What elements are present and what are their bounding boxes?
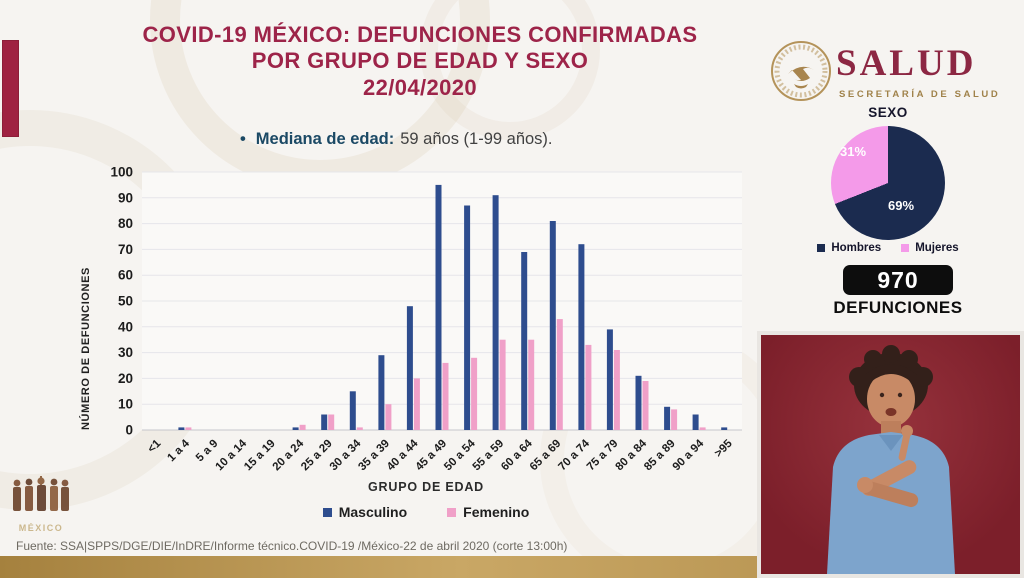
svg-text:50 a 54: 50 a 54 [442, 437, 478, 474]
gobierno-watermark-text: MÉXICO [18, 523, 64, 533]
page-title [120, 22, 720, 101]
svg-text:40: 40 [117, 319, 133, 335]
svg-text:55 a 59: 55 a 59 [470, 437, 507, 474]
svg-text:50: 50 [117, 293, 133, 309]
svg-text:40 a 44: 40 a 44 [384, 437, 421, 474]
legend-swatch-femenino [447, 508, 456, 517]
bar-chart [96, 160, 756, 510]
salud-subtitle: SECRETARÍA DE SALUD [839, 89, 1001, 100]
pie-chart-title: SEXO [868, 105, 908, 120]
deaths-count-badge: 970 [843, 265, 953, 295]
svg-text:15 a 19: 15 a 19 [242, 437, 278, 474]
legend-swatch-masculino [323, 508, 332, 517]
svg-text:10 a 14: 10 a 14 [213, 437, 250, 474]
svg-text:5 a 9: 5 a 9 [193, 437, 221, 465]
svg-text:35 a 39: 35 a 39 [356, 437, 393, 474]
salud-wordmark: SALUD [836, 43, 977, 84]
pie-chart [831, 126, 945, 240]
pie-label-mujeres: 31% [840, 144, 867, 159]
source-note: Fuente: SSA|SPPS/DGE/DIE/InDRE/Informe técnico.COVID-19 /México-22 de abril 2020 (corte 13:00h) [16, 539, 568, 553]
interpreter-figure [761, 335, 1020, 574]
legend-label-masculino: Masculino [338, 504, 408, 520]
y-axis-title: NÚMERO DE DEFUNCIONES [80, 267, 92, 430]
pie-legend-item-hombres [817, 242, 881, 254]
pie-legend-item-mujeres [901, 242, 958, 254]
legend-item-masculino [323, 504, 407, 520]
svg-text:75 a 79: 75 a 79 [584, 437, 621, 474]
svg-text:60 a 64: 60 a 64 [499, 437, 535, 474]
x-axis-title: GRUPO DE EDAD [368, 480, 484, 494]
title-line-2: POR GRUPO DE EDAD Y SEXO [251, 48, 589, 74]
svg-text:<1: <1 [145, 437, 164, 456]
bar-chart-section [56, 158, 766, 558]
title-line-3: 22/04/2020 [362, 74, 478, 100]
svg-text:45 a 49: 45 a 49 [413, 437, 450, 474]
svg-text:>95: >95 [712, 437, 735, 460]
svg-text:70: 70 [117, 241, 133, 257]
svg-text:100: 100 [110, 164, 133, 180]
pie-legend-label-mujeres: Mujeres [915, 242, 959, 254]
svg-text:65 a 69: 65 a 69 [527, 437, 564, 474]
title-line-1: COVID-19 MÉXICO: DEFUNCIONES CONFIRMADAS [142, 22, 698, 47]
sign-language-interpreter [761, 335, 1020, 574]
deaths-count-label: DEFUNCIONES [833, 298, 963, 317]
svg-text:1 a 4: 1 a 4 [165, 437, 193, 465]
svg-text:20 a 24: 20 a 24 [270, 437, 307, 474]
legend-label-femenino: Femenino [463, 504, 530, 520]
legend-item-femenino [447, 504, 529, 520]
svg-text:90 a 94: 90 a 94 [670, 437, 707, 474]
svg-text:80 a 84: 80 a 84 [613, 437, 650, 474]
gobierno-de-mexico-logo [6, 474, 76, 533]
median-value: 59 años (1-99 años). [400, 130, 553, 148]
pie-legend-swatch-mujeres [901, 244, 909, 252]
historical-figures-icon [9, 474, 73, 518]
pie-label-hombres: 69% [888, 198, 915, 213]
svg-text:25 a 29: 25 a 29 [299, 437, 335, 474]
svg-text:0: 0 [125, 422, 133, 438]
svg-text:85 a 89: 85 a 89 [642, 437, 678, 474]
svg-text:80: 80 [117, 216, 133, 232]
bullet-icon: • [240, 130, 246, 148]
svg-text:30 a 34: 30 a 34 [327, 437, 364, 474]
chart-legend [96, 504, 756, 520]
svg-text:70 a 74: 70 a 74 [556, 437, 593, 474]
svg-text:20: 20 [117, 370, 133, 386]
sign-language-interpreter-frame [757, 331, 1024, 578]
pie-legend [768, 242, 1008, 254]
left-accent-bar [2, 40, 19, 137]
svg-text:30: 30 [117, 345, 133, 361]
svg-text:60: 60 [117, 267, 133, 283]
pie-legend-label-hombres: Hombres [831, 242, 882, 254]
salud-seal-icon [770, 40, 832, 102]
pie-legend-swatch-hombres [817, 244, 825, 252]
median-label: Mediana de edad: [255, 130, 395, 148]
median-age-note [240, 130, 553, 149]
svg-text:90: 90 [117, 190, 133, 206]
svg-text:10: 10 [117, 396, 133, 412]
